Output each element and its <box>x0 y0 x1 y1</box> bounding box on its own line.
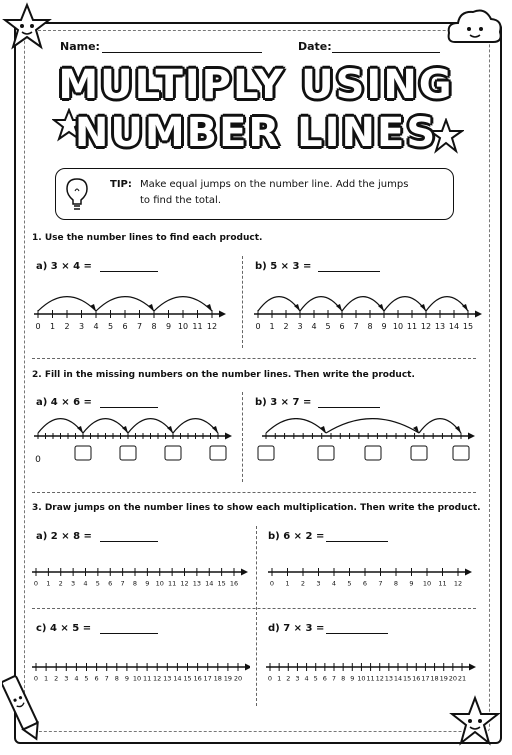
tick-label: 14 <box>205 579 214 588</box>
tick-label: 0 <box>267 674 273 683</box>
section-3-heading: 3. Draw jumps on the number lines to show each multiplication. Then write the product. <box>32 503 481 513</box>
tick-label: 1 <box>46 579 51 588</box>
problem-2b-answer[interactable] <box>318 395 380 408</box>
jump-arc <box>300 297 342 311</box>
tip-line-2: to find the total. <box>140 195 222 206</box>
tick-label: 17 <box>203 674 212 683</box>
tick-label: 7 <box>136 322 143 331</box>
tick-label: 6 <box>94 674 99 683</box>
problem-3a-label: a) 2 × 8 = <box>36 531 92 542</box>
tick-label: 4 <box>83 579 88 588</box>
tick-label: 14 <box>393 674 403 683</box>
tick-label: 19 <box>439 674 448 683</box>
section-1-heading: 1. Use the number lines to find each product. <box>32 233 263 243</box>
tick-label: 5 <box>325 322 331 331</box>
answer-box[interactable] <box>258 446 274 460</box>
tick-label: 0 <box>33 579 39 588</box>
tick-label: 11 <box>438 579 447 588</box>
title-line-1: MULTIPLY USING <box>58 62 454 108</box>
answer-box[interactable] <box>318 446 334 460</box>
axis-arrow <box>475 311 482 318</box>
tick-label: 2 <box>58 579 63 588</box>
number-line-1a <box>30 284 235 340</box>
section-2-heading: 2. Fill in the missing numbers on the number lines. Then write the product. <box>32 370 415 380</box>
tick-label: 5 <box>313 674 318 683</box>
number-line-3c <box>28 655 250 695</box>
tick-label: 12 <box>375 674 384 683</box>
problem-1b-label: b) 5 × 3 = <box>255 261 312 272</box>
tip-line-1: Make equal jumps on the number line. Add the jumps <box>140 179 409 190</box>
jump-arrowhead <box>320 426 326 433</box>
tick-label: 5 <box>107 322 114 331</box>
star-face-icon <box>2 2 52 52</box>
tick-label: 4 <box>74 674 79 683</box>
tick-label: 11 <box>167 579 177 588</box>
tick-label: 20 <box>448 674 457 683</box>
tick-label: 8 <box>393 579 399 588</box>
tick-label: 12 <box>153 674 162 683</box>
jump-arc <box>426 297 468 311</box>
problem-3b-answer[interactable] <box>326 529 388 542</box>
answer-box[interactable] <box>210 446 226 460</box>
axis-arrow <box>241 569 248 576</box>
tick-label: 10 <box>392 322 404 331</box>
axis-arrow <box>219 311 226 318</box>
tick-label: 6 <box>339 322 345 331</box>
problem-3d-label: d) 7 × 3 = <box>268 623 325 634</box>
section-1-divider <box>242 256 243 348</box>
tick-label: 0 <box>269 579 275 588</box>
axis-arrow <box>245 664 250 671</box>
tick-label: 20 <box>233 674 243 683</box>
problem-1a-label: a) 3 × 4 = <box>36 261 92 272</box>
section-2-divider <box>242 392 243 482</box>
tick-label: 15 <box>183 674 192 683</box>
tick-label: 4 <box>93 322 99 331</box>
section-divider-2 <box>32 492 476 493</box>
tip-box <box>55 168 454 220</box>
tick-label: 1 <box>277 674 282 683</box>
date-label: Date: <box>298 40 332 53</box>
tick-label: 12 <box>420 322 432 331</box>
problem-3a-answer[interactable] <box>100 529 158 542</box>
tick-label: 11 <box>192 322 203 331</box>
tick-label: 10 <box>155 579 164 588</box>
tick-label: 2 <box>64 322 70 331</box>
tick-label: 10 <box>422 579 432 588</box>
jump-arrowhead <box>148 304 154 311</box>
problem-3b-label: b) 6 × 2 = <box>268 531 325 542</box>
section-divider-3 <box>32 608 476 609</box>
tick-label: 0 <box>35 322 41 331</box>
tick-label: 2 <box>283 322 289 331</box>
tick-label: 14 <box>173 674 182 683</box>
jump-arc <box>38 419 83 433</box>
jump-arc <box>326 419 419 433</box>
tick-label: 13 <box>384 674 393 683</box>
jump-arrowhead <box>206 304 212 311</box>
tick-label: 0 <box>33 674 39 683</box>
tick-label: 3 <box>71 579 76 588</box>
tick-label: 6 <box>322 674 327 683</box>
number-line-3a <box>28 560 250 600</box>
jump-arc <box>154 297 212 311</box>
answer-box[interactable] <box>411 446 427 460</box>
tick-label: 12 <box>453 579 463 588</box>
tick-label: 13 <box>434 322 446 331</box>
section-3-divider <box>256 526 257 706</box>
tick-label: 3 <box>78 322 85 331</box>
answer-box[interactable] <box>365 446 381 460</box>
axis-arrow <box>469 664 476 671</box>
tick-label: 16 <box>193 674 202 683</box>
tick-label: 15 <box>462 322 474 331</box>
jump-arc <box>128 419 173 433</box>
problem-3c-label: c) 4 × 5 = <box>36 623 92 634</box>
tick-label: 7 <box>120 579 125 588</box>
tick-label: 9 <box>165 322 172 331</box>
tick-label: 5 <box>84 674 89 683</box>
axis-arrow <box>225 433 232 440</box>
tick-label: 6 <box>108 579 113 588</box>
tick-label: 12 <box>206 322 218 331</box>
tick-label: 10 <box>177 322 189 331</box>
tick-label: 4 <box>331 579 337 588</box>
tick-label: 7 <box>378 579 383 588</box>
number-line-2b <box>250 418 482 474</box>
section-divider-1 <box>32 358 476 359</box>
tick-label: 1 <box>49 322 56 331</box>
tick-label: 10 <box>357 674 366 683</box>
axis-arrow <box>468 433 475 440</box>
tick-label: 2 <box>300 579 306 588</box>
lightbulb-icon <box>62 175 92 213</box>
answer-box[interactable] <box>75 446 91 460</box>
name-field[interactable] <box>102 40 262 53</box>
tick-label: 2 <box>286 674 291 683</box>
tick-label: 0 <box>255 322 261 331</box>
tick-label: 16 <box>229 579 239 588</box>
tick-label: 11 <box>142 674 152 683</box>
tick-label: 4 <box>311 322 317 331</box>
tick-label: 7 <box>104 674 109 683</box>
tick-label: 18 <box>213 674 222 683</box>
problem-3c-answer[interactable] <box>100 621 158 634</box>
number-line-3d <box>262 655 482 695</box>
tick-label: 1 <box>285 579 290 588</box>
date-field[interactable] <box>332 40 440 53</box>
tick-label: 15 <box>217 579 226 588</box>
jump-arc <box>384 297 426 311</box>
title-line-2: NUMBER LINES <box>74 110 438 156</box>
jump-arc <box>96 297 154 311</box>
tick-label: 13 <box>163 674 172 683</box>
tick-label: 5 <box>347 579 352 588</box>
number-line-3b <box>262 560 480 600</box>
tick-label: 16 <box>412 674 421 683</box>
name-label: Name: <box>60 40 100 53</box>
cloud-face-icon <box>445 4 505 49</box>
tick-label: 8 <box>132 579 138 588</box>
problem-2a-label: a) 4 × 6 = <box>36 397 92 408</box>
tick-label: 17 <box>421 674 430 683</box>
problem-1b-answer[interactable] <box>318 259 380 272</box>
jump-arc <box>419 419 461 433</box>
tick-label: 3 <box>297 322 303 331</box>
tick-label: 7 <box>331 674 337 683</box>
tick-label: 8 <box>114 674 119 683</box>
tick-label: 9 <box>409 579 414 588</box>
tick-label: 9 <box>381 322 387 331</box>
problem-2a-answer[interactable] <box>100 395 158 408</box>
start-label: 0 <box>35 455 41 465</box>
tick-label: 19 <box>223 674 233 683</box>
tick-label: 14 <box>448 322 460 331</box>
tick-label: 21 <box>457 674 467 683</box>
jump-arc <box>173 419 218 433</box>
answer-box[interactable] <box>165 446 181 460</box>
answer-box[interactable] <box>453 446 469 460</box>
jump-arc <box>266 419 326 433</box>
tick-label: 10 <box>132 674 142 683</box>
tick-label: 3 <box>64 674 69 683</box>
jump-arc <box>83 419 128 433</box>
tip-label: TIP: <box>110 179 132 190</box>
number-line-2a <box>30 418 235 474</box>
tick-label: 6 <box>362 579 368 588</box>
tick-label: 12 <box>180 579 189 588</box>
tick-label: 11 <box>406 322 418 331</box>
problem-2b-label: b) 3 × 7 = <box>255 397 312 408</box>
tick-label: 18 <box>430 674 439 683</box>
tick-label: 1 <box>44 674 49 683</box>
number-line-1b <box>250 284 482 340</box>
tick-label: 8 <box>367 322 373 331</box>
tick-label: 9 <box>350 674 355 683</box>
answer-box[interactable] <box>120 446 136 460</box>
tick-label: 11 <box>366 674 375 683</box>
tick-label: 7 <box>353 322 359 331</box>
axis-arrow <box>465 569 472 576</box>
tick-label: 4 <box>304 674 309 683</box>
jump-arc <box>342 297 384 311</box>
problem-1a-answer[interactable] <box>100 259 158 272</box>
problem-3d-answer[interactable] <box>326 621 388 634</box>
tick-label: 15 <box>403 674 412 683</box>
tick-label: 8 <box>341 674 346 683</box>
tick-label: 5 <box>95 579 100 588</box>
tick-label: 2 <box>54 674 59 683</box>
jump-arc <box>258 297 300 311</box>
star-face-icon-bottom <box>448 695 502 749</box>
tick-label: 9 <box>124 674 129 683</box>
jump-arrowhead <box>90 304 96 311</box>
tick-label: 9 <box>145 579 150 588</box>
tick-label: 1 <box>269 322 275 331</box>
tick-label: 3 <box>316 579 321 588</box>
tick-label: 8 <box>151 322 157 331</box>
tick-label: 3 <box>295 674 300 683</box>
tick-label: 13 <box>192 579 202 588</box>
jump-arc <box>38 297 96 311</box>
tick-label: 6 <box>122 322 128 331</box>
